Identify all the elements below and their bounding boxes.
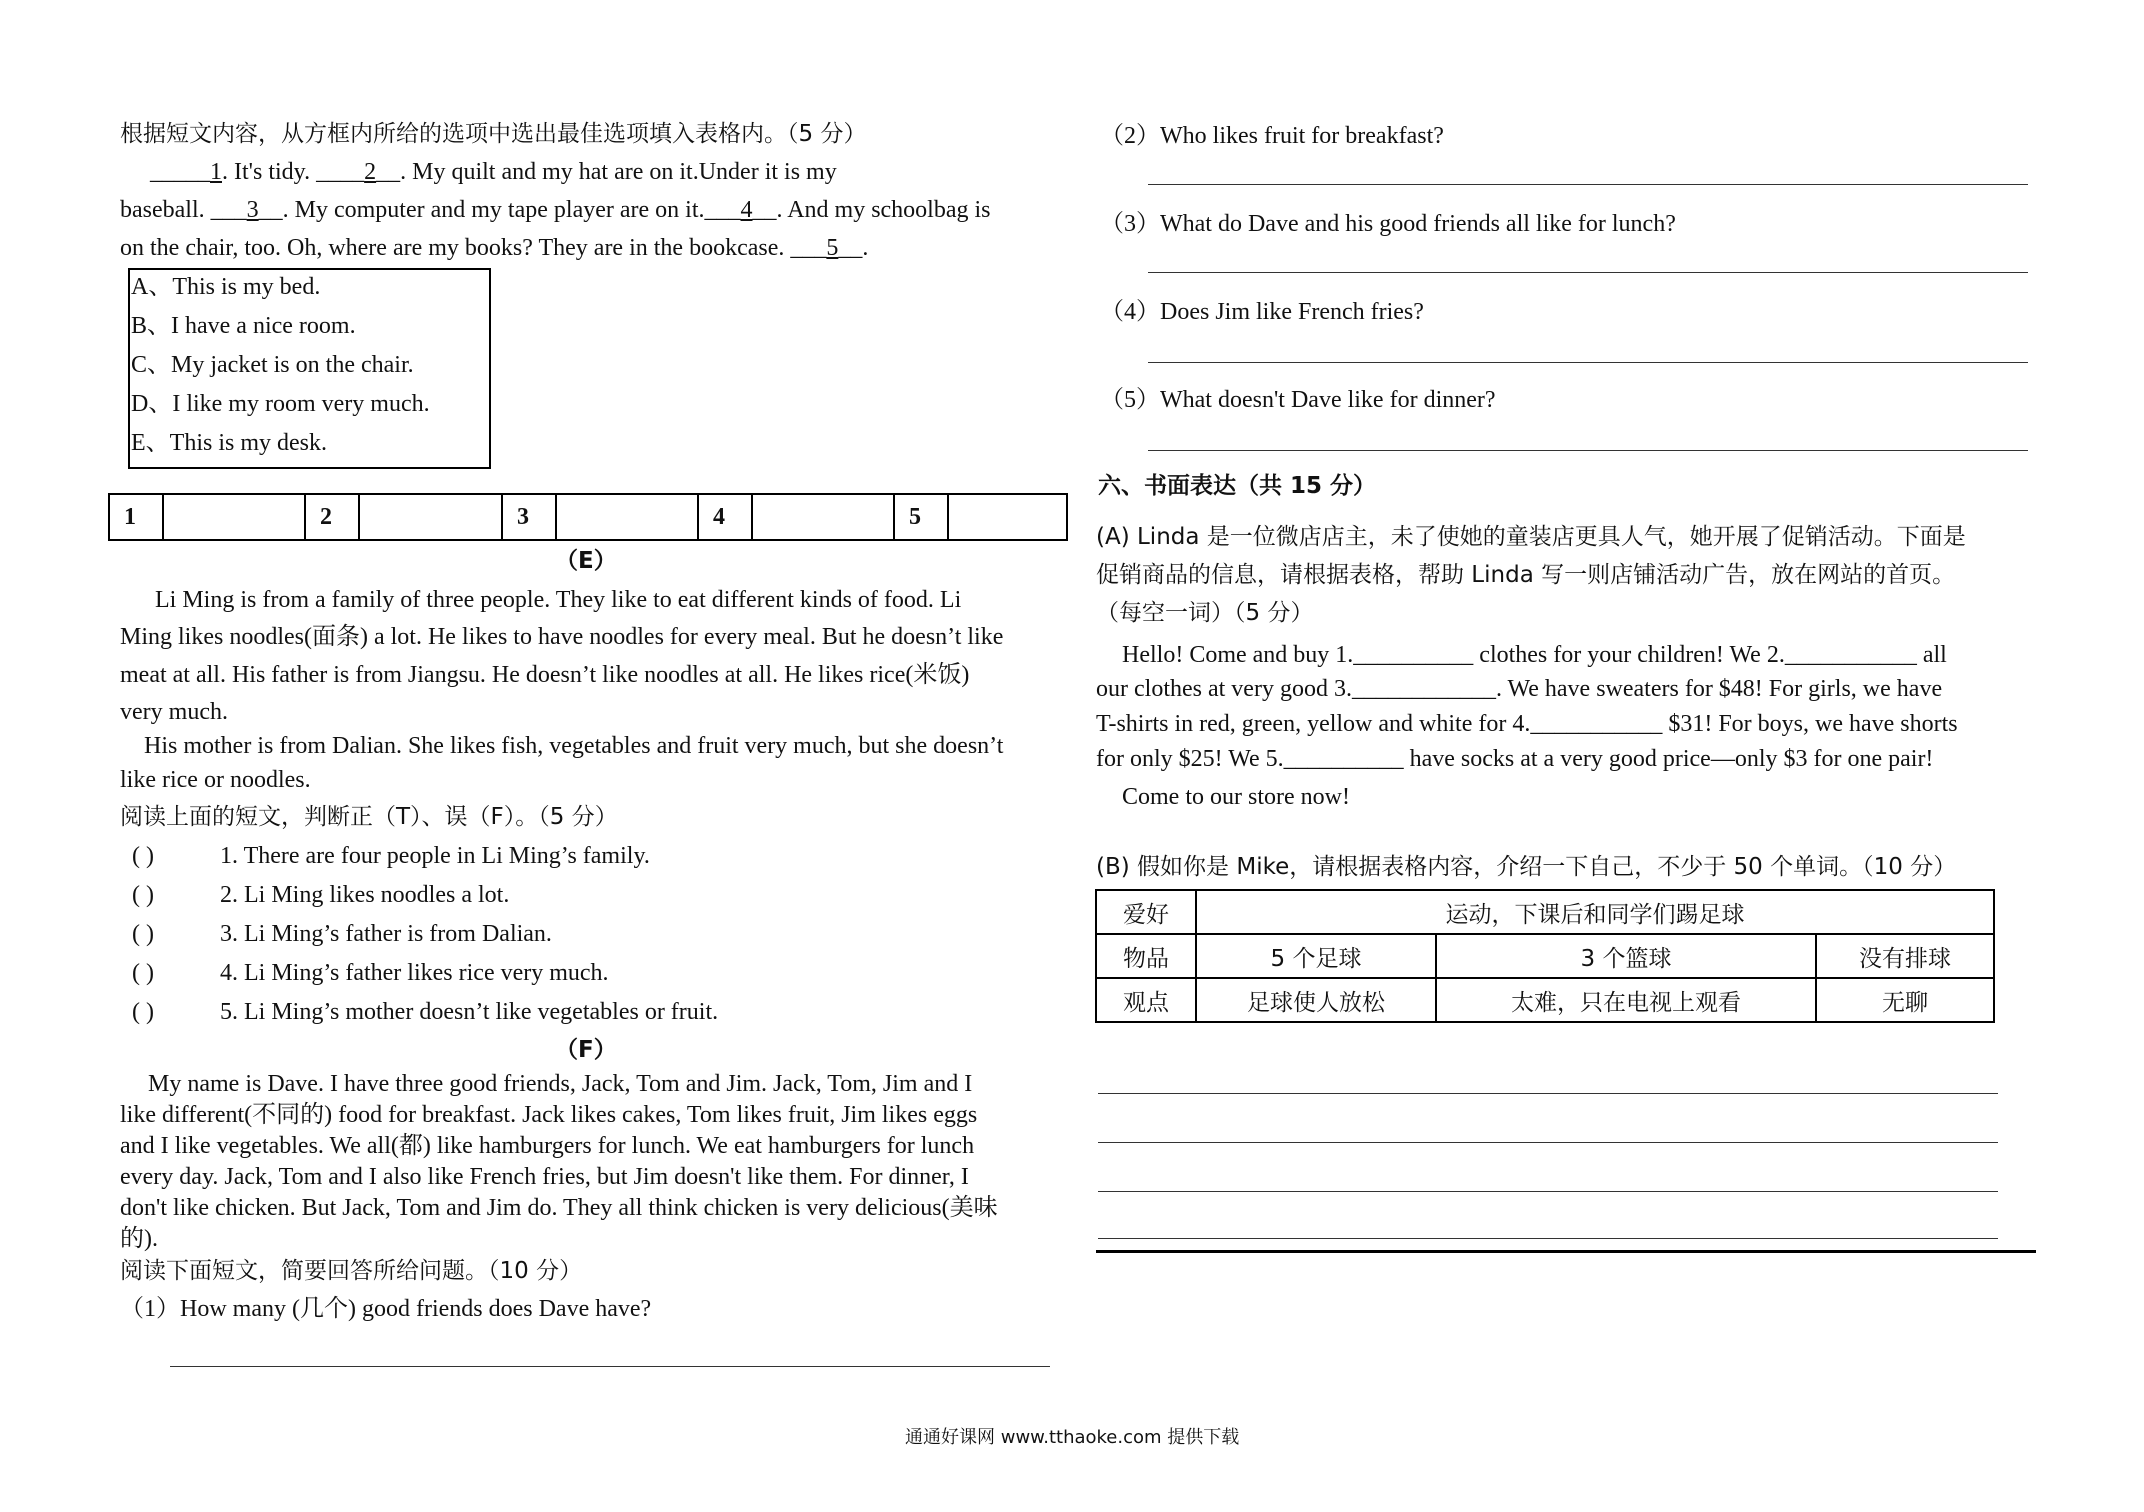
blank-3: 3 xyxy=(246,197,259,223)
table-items-volleyball: 没有排球 xyxy=(1816,934,1994,978)
table-items-label: 物品 xyxy=(1096,934,1196,978)
table-hobby-value: 运动，下课后和同学们踢足球 xyxy=(1196,890,1994,934)
section-6a-text-2: our clothes at very good 3.____________. We have sweaters for $48! For girls, we have xyxy=(1096,676,1943,702)
answer-cell-2[interactable] xyxy=(359,494,502,540)
question-4: （4）Does Jim like French fries? xyxy=(1100,299,1424,325)
section-e-line-5: His mother is from Dalian. She likes fish, vegetables and fruit very much, but she doesn’t xyxy=(144,733,1004,759)
tf-bracket-2[interactable]: ( ) xyxy=(132,882,154,908)
tf-item-4: 4. Li Ming’s father likes rice very much. xyxy=(220,960,609,986)
section-e-line-4: very much. xyxy=(120,699,228,725)
question-5: （5）What doesn't Dave like for dinner? xyxy=(1100,387,1496,413)
answer-line-q2[interactable] xyxy=(1148,184,2028,185)
footer-text: 通通好课网 www.tthaoke.com 提供下载 xyxy=(905,1427,1240,1448)
tf-bracket-5[interactable]: ( ) xyxy=(132,999,154,1025)
table-items-basketball: 3 个篮球 xyxy=(1436,934,1816,978)
option-a: A、This is my bed. xyxy=(131,274,321,300)
tf-item-1: 1. There are four people in Li Ming’s family. xyxy=(220,843,650,869)
section-f-instruction: 阅读下面短文，简要回答所给问题。（10 分） xyxy=(120,1258,583,1284)
section-6b-intro: (B) 假如你是 Mike，请根据表格内容，介绍一下自己，不少于 50 个单词。（10 分） xyxy=(1096,854,1957,880)
section-e-line-3: meat at all. His father is from Jiangsu. He doesn’t like noodles at all. He likes rice(米饭) xyxy=(120,662,970,688)
tf-bracket-3[interactable]: ( ) xyxy=(132,921,154,947)
option-c: C、My jacket is on the chair. xyxy=(131,352,414,378)
answer-number-3: 3 xyxy=(502,494,556,540)
section-6a-text-3: T-shirts in red, green, yellow and white for 4.___________ $31! For boys, we have shorts xyxy=(1096,711,1958,737)
section-6-heading: 六、书面表达（共 15 分） xyxy=(1098,473,1377,499)
section-end-rule xyxy=(1096,1250,2036,1253)
section-f-line-4: every day. Jack, Tom and I also like French fries, but Jim doesn't like them. For dinner, I xyxy=(120,1164,969,1190)
section-d-passage-line-2: baseball. ___3__. My computer and my tape player are on it.___4__. And my schoolbag is xyxy=(120,197,991,223)
mike-info-table xyxy=(1095,889,1995,1023)
answer-cell-5[interactable] xyxy=(948,494,1067,540)
section-f-heading: （F） xyxy=(555,1037,617,1063)
tf-bracket-4[interactable]: ( ) xyxy=(132,960,154,986)
table-opinion-volleyball: 无聊 xyxy=(1816,978,1994,1022)
answer-number-5: 5 xyxy=(894,494,948,540)
tf-item-5: 5. Li Ming’s mother doesn’t like vegetables or fruit. xyxy=(220,999,719,1025)
question-3: （3）What do Dave and his good friends all like for lunch? xyxy=(1100,211,1676,237)
table-opinion-basketball: 太难，只在电视上观看 xyxy=(1436,978,1816,1022)
answer-cell-1[interactable] xyxy=(163,494,305,540)
option-e: E、This is my desk. xyxy=(131,430,327,456)
writing-line-3[interactable] xyxy=(1098,1191,1998,1192)
answer-line-q5[interactable] xyxy=(1148,450,2028,451)
section-e-line-6: like rice or noodles. xyxy=(120,767,311,793)
answer-number-2: 2 xyxy=(305,494,359,540)
blank-1: 1 xyxy=(210,159,222,185)
blank-5: 5 xyxy=(826,235,839,261)
section-f-line-6: 的). xyxy=(120,1226,158,1252)
table-opinion-label: 观点 xyxy=(1096,978,1196,1022)
table-items-football: 5 个足球 xyxy=(1196,934,1436,978)
answer-table xyxy=(108,493,1068,541)
section-6a-intro-1: (A) Linda 是一位微店店主，未了使她的童装店更具人气，她开展了促销活动。下面是 xyxy=(1096,524,1966,550)
section-f-line-2: like different(不同的) food for breakfast. Jack likes cakes, Tom likes fruit, Jim likes eggs xyxy=(120,1102,978,1128)
section-6a-text-1: Hello! Come and buy 1.__________ clothes for your children! We 2.___________ all xyxy=(1122,642,1947,668)
section-6a-text-4: for only $25! We 5.__________ have socks at a very good price—only $3 for one pair! xyxy=(1096,746,1934,772)
section-d-passage-line-3: on the chair, too. Oh, where are my books? They are in the bookcase. ___5__. xyxy=(120,235,869,261)
option-b: B、I have a nice room. xyxy=(131,313,356,339)
section-e-heading: （E） xyxy=(555,548,617,574)
tf-item-2: 2. Li Ming likes noodles a lot. xyxy=(220,882,510,908)
blank-4: 4 xyxy=(740,197,753,223)
section-f-line-5: don't like chicken. But Jack, Tom and Jim do. They all think chicken is very delicious(美味 xyxy=(120,1195,998,1221)
table-opinion-football: 足球使人放松 xyxy=(1196,978,1436,1022)
tf-bracket-1[interactable]: ( ) xyxy=(132,843,154,869)
question-1: （1）How many (几个) good friends does Dave have? xyxy=(120,1296,652,1322)
section-e-line-1: Li Ming is from a family of three people. They like to eat different kinds of food. Li xyxy=(155,587,962,613)
section-e-line-2: Ming likes noodles(面条) a lot. He likes to have noodles for every meal. But he doesn’t like xyxy=(120,624,1004,650)
writing-line-2[interactable] xyxy=(1098,1142,1998,1143)
option-d: D、I like my room very much. xyxy=(131,391,430,417)
section-6a-text-5: Come to our store now! xyxy=(1122,784,1350,810)
section-f-line-3: and I like vegetables. We all(都) like hamburgers for lunch. We eat hamburgers for lunch xyxy=(120,1133,975,1159)
section-f-line-1: My name is Dave. I have three good friends, Jack, Tom and Jim. Jack, Tom, Jim and I xyxy=(148,1071,973,1097)
tf-item-3: 3. Li Ming’s father is from Dalian. xyxy=(220,921,552,947)
section-6a-intro-3: （每空一词）（5 分） xyxy=(1096,600,1314,626)
answer-line-q3[interactable] xyxy=(1148,272,2028,273)
answer-line-q1[interactable] xyxy=(170,1366,1050,1367)
blank-2: 2 xyxy=(364,159,377,185)
writing-line-4[interactable] xyxy=(1098,1238,1998,1239)
writing-line-1[interactable] xyxy=(1098,1093,1998,1094)
answer-cell-4[interactable] xyxy=(752,494,894,540)
section-6a-intro-2: 促销商品的信息，请根据表格，帮助 Linda 写一则店铺活动广告，放在网站的首页。 xyxy=(1096,562,1956,588)
section-e-instruction: 阅读上面的短文，判断正（T）、误（F）。（5 分） xyxy=(120,804,618,830)
section-d-passage-line-1: _____1. It's tidy. ____2__. My quilt and my hat are on it.Under it is my xyxy=(150,159,837,185)
table-hobby-label: 爱好 xyxy=(1096,890,1196,934)
answer-line-q4[interactable] xyxy=(1148,362,2028,363)
answer-cell-3[interactable] xyxy=(556,494,698,540)
answer-number-4: 4 xyxy=(698,494,752,540)
answer-number-1: 1 xyxy=(109,494,163,540)
question-2: （2）Who likes fruit for breakfast? xyxy=(1100,123,1444,149)
section-d-instruction: 根据短文内容，从方框内所给的选项中选出最佳选项填入表格内。（5 分） xyxy=(120,121,867,147)
